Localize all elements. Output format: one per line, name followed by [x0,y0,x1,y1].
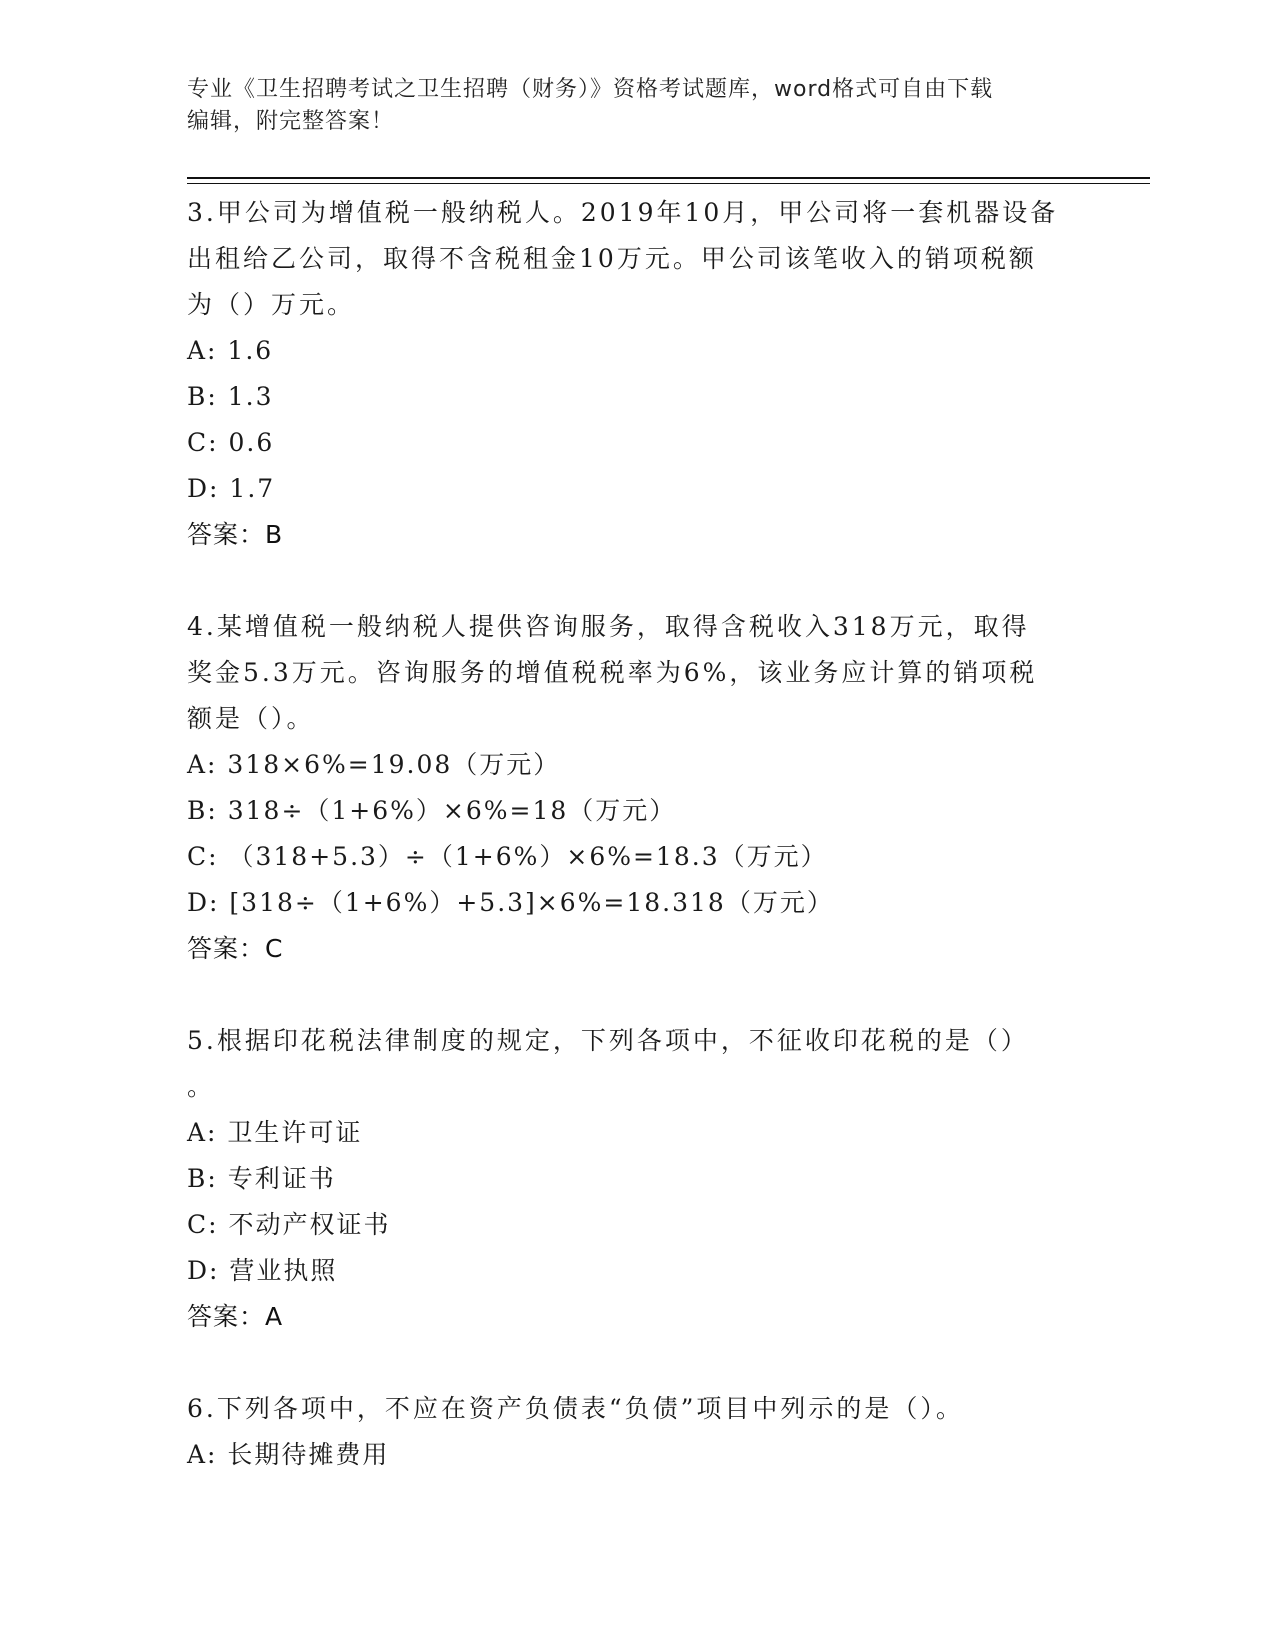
question-stem-line: 为（）万元。 [187,290,356,319]
question-gap [187,558,1087,604]
question-list [187,190,1087,1478]
option-b: B: 专利证书 [187,1164,336,1193]
option-a: A: 长期待摊费用 [187,1440,390,1469]
option-c: C: （318+5.3）÷（1+6%）×6%=18.3（万元） [187,842,828,871]
question-5 [187,1018,1087,1340]
header-line-1: 专业《卫生招聘考试之卫生招聘（财务）》资格考试题库，word格式可自由下载 [187,77,994,102]
option-d: D: 营业执照 [187,1256,338,1285]
header-line-2: 编辑，附完整答案！ [187,109,395,134]
question-4 [187,604,1087,972]
option-a: A: 卫生许可证 [187,1118,363,1147]
question-stem-line: 6.下列各项中，不应在资产负债表“负债”项目中列示的是（）。 [187,1394,964,1423]
question-gap [187,972,1087,1018]
answer: 答案：B [187,520,284,549]
question-stem-line: 额是（）。 [187,704,315,733]
question-gap [187,1340,1087,1386]
option-d: D: [318÷（1+6%）+5.3]×6%=18.318（万元） [187,888,834,917]
question-3 [187,190,1087,558]
question-stem-line: 4.某增值税一般纳税人提供咨询服务，取得含税收入318万元，取得 [187,612,1030,641]
question-stem-line: 5.根据印花税法律制度的规定，下列各项中，不征收印花税的是（） [187,1026,1029,1055]
option-a: A: 318×6%=19.08（万元） [187,750,561,779]
answer: 答案：C [187,934,284,963]
option-c: C: 0.6 [187,428,275,457]
option-d: D: 1.7 [187,474,276,503]
question-stem-line: 奖金5.3万元。咨询服务的增值税税率为6%，该业务应计算的销项税 [187,658,1038,687]
option-b: B: 1.3 [187,382,274,411]
question-stem-line: 3.甲公司为增值税一般纳税人。2019年10月，甲公司将一套机器设备 [187,198,1059,227]
question-stem-line: 。 [187,1072,216,1101]
option-b: B: 318÷（1+6%）×6%=18（万元） [187,796,677,825]
question-6 [187,1386,1087,1478]
header-divider-thick [187,177,1150,179]
option-c: C: 不动产权证书 [187,1210,391,1239]
option-a: A: 1.6 [187,336,274,365]
question-stem-line: 出租给乙公司，取得不含税租金10万元。甲公司该笔收入的销项税额 [187,244,1037,273]
document-header [187,74,1087,138]
header-divider-thin [187,183,1150,184]
answer: 答案：A [187,1302,284,1331]
